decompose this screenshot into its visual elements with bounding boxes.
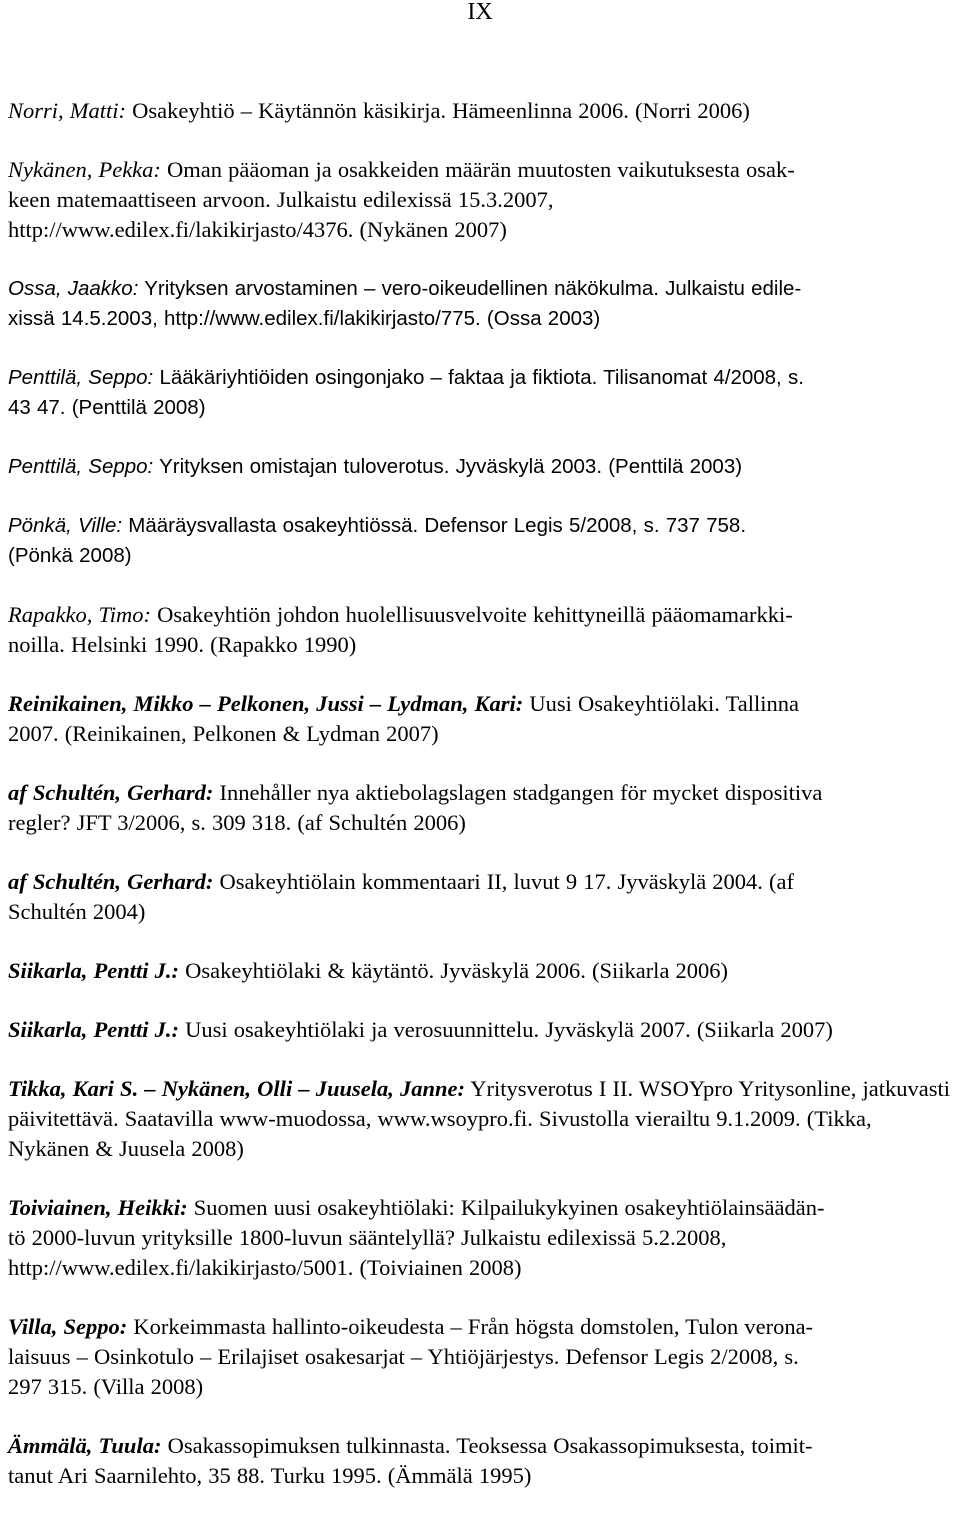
reference-author: Villa, Seppo: — [8, 1314, 128, 1339]
reference-text: laisuus – Osinkotulo – Erilajiset osakesarjat – Yhtiöjärjestys. Defensor Legis 2/2008, s. — [8, 1344, 799, 1369]
reference-text: Lääkäriyhtiöiden osingonjako – faktaa ja fiktiota. Tilisanomat 4/2008, s. — [159, 366, 804, 389]
reference-text: xissä 14.5.2003, http://www.edilex.fi/lakikirjasto/775. (Ossa 2003) — [8, 307, 601, 330]
reference-entry — [8, 274, 952, 334]
reference-text: Yritysverotus I II. WSOYpro Yritysonline, jatkuvasti päivitettävä. Saatavilla www-muodossa, www.wsoypro.fi. Sivustolla vierailtu 9.1.2009. (Tikka, Nykänen & Juusela 2008) — [8, 1076, 951, 1161]
reference-text: tö 2000-luvun yrityksille 1800-luvun sääntelyllä? Julkaistu edilexissä 5.2.2008, — [8, 1225, 727, 1250]
reference-entry — [8, 689, 952, 749]
reference-author: Penttilä, Seppo: — [8, 455, 154, 478]
reference-entry — [8, 1015, 952, 1045]
reference-text: keen matemaattiseen arvoon. Julkaistu edilexissä 15.3.2007, — [8, 187, 554, 212]
reference-entry — [8, 1193, 952, 1283]
reference-text: 43 47. (Penttilä 2008) — [8, 396, 206, 419]
reference-text: Schultén 2004) — [8, 899, 146, 924]
page-number: IX — [467, 0, 493, 25]
reference-entry — [8, 363, 952, 423]
reference-text: Korkeimmasta hallinto-oikeudesta – Från högsta domstolen, Tulon verona- — [133, 1314, 814, 1339]
reference-entry — [8, 1431, 952, 1491]
reference-text: http://www.edilex.fi/lakikirjasto/5001. (Toiviainen 2008) — [8, 1255, 522, 1280]
reference-author: Siikarla, Pentti J.: — [8, 1017, 180, 1042]
reference-author: Ossa, Jaakko: — [8, 277, 139, 300]
reference-entry — [8, 600, 952, 660]
reference-text: Yrityksen arvostaminen – vero-oikeudellinen näkökulma. Julkaistu edile- — [144, 277, 802, 300]
reference-text: (Pönkä 2008) — [8, 544, 132, 567]
reference-text: Uusi Osakeyhtiölaki. Tallinna — [529, 691, 799, 716]
reference-text: Innehåller nya aktiebolagslagen stadgangen för mycket dispositiva — [219, 780, 823, 805]
reference-text: noilla. Helsinki 1990. (Rapakko 1990) — [8, 632, 357, 657]
reference-entry — [8, 1312, 952, 1402]
reference-author: Penttilä, Seppo: — [8, 366, 154, 389]
reference-text: Yrityksen omistajan tuloverotus. Jyväskylä 2003. (Penttilä 2003) — [159, 455, 743, 478]
reference-entry — [8, 778, 952, 838]
reference-author: Rapakko, Timo: — [8, 602, 151, 627]
reference-author: af Schultén, Gerhard: — [8, 780, 214, 805]
reference-text: Osakeyhtiölain kommentaari II, luvut 9 17. Jyväskylä 2004. (af — [219, 869, 795, 894]
reference-text: 297 315. (Villa 2008) — [8, 1374, 204, 1399]
reference-entry — [8, 1074, 952, 1164]
reference-text: Osakeyhtiö – Käytännön käsikirja. Hämeenlinna 2006. (Norri 2006) — [132, 98, 750, 123]
reference-text: regler? JFT 3/2006, s. 309 318. (af Schultén 2006) — [8, 810, 466, 835]
reference-author: Tikka, Kari S. – Nykänen, Olli – Juusela, Janne: — [8, 1076, 465, 1101]
reference-author: af Schultén, Gerhard: — [8, 869, 214, 894]
reference-author: Toiviainen, Heikki: — [8, 1195, 188, 1220]
reference-text: Uusi osakeyhtiölaki ja verosuunnittelu. Jyväskylä 2007. (Siikarla 2007) — [185, 1017, 833, 1042]
reference-author: Reinikainen, Mikko – Pelkonen, Jussi – Lydman, Kari: — [8, 691, 524, 716]
reference-text: http://www.edilex.fi/lakikirjasto/4376. (Nykänen 2007) — [8, 217, 507, 242]
reference-author: Siikarla, Pentti J.: — [8, 958, 180, 983]
reference-text: Osakassopimuksen tulkinnasta. Teoksessa Osakassopimuksesta, toimit- — [167, 1433, 813, 1458]
reference-entry — [8, 867, 952, 927]
reference-entry — [8, 956, 952, 986]
reference-entry — [8, 155, 952, 245]
reference-author: Nykänen, Pekka: — [8, 157, 161, 182]
reference-text: Suomen uusi osakeyhtiölaki: Kilpailukykyinen osakeyhtiölainsäädän- — [193, 1195, 825, 1220]
reference-text: Osakeyhtiölaki & käytäntö. Jyväskylä 2006. (Siikarla 2006) — [185, 958, 729, 983]
reference-text: Osakeyhtiön johdon huolellisuusvelvoite kehittyneillä pääomamarkki- — [157, 602, 793, 627]
reference-author: Norri, Matti: — [8, 98, 127, 123]
reference-author: Pönkä, Ville: — [8, 514, 123, 537]
reference-text: 2007. (Reinikainen, Pelkonen & Lydman 2007) — [8, 721, 439, 746]
reference-entry — [8, 511, 952, 571]
reference-entry — [8, 452, 952, 482]
reference-text: Määräysvallasta osakeyhtiössä. Defensor Legis 5/2008, s. 737 758. — [128, 514, 747, 537]
reference-author: Ämmälä, Tuula: — [8, 1433, 162, 1458]
reference-entry — [8, 96, 952, 126]
reference-text: tanut Ari Saarnilehto, 35 88. Turku 1995. (Ämmälä 1995) — [8, 1463, 532, 1488]
reference-list — [8, 96, 952, 1520]
reference-text: Oman pääoman ja osakkeiden määrän muutosten vaikutuksesta osak- — [167, 157, 795, 182]
